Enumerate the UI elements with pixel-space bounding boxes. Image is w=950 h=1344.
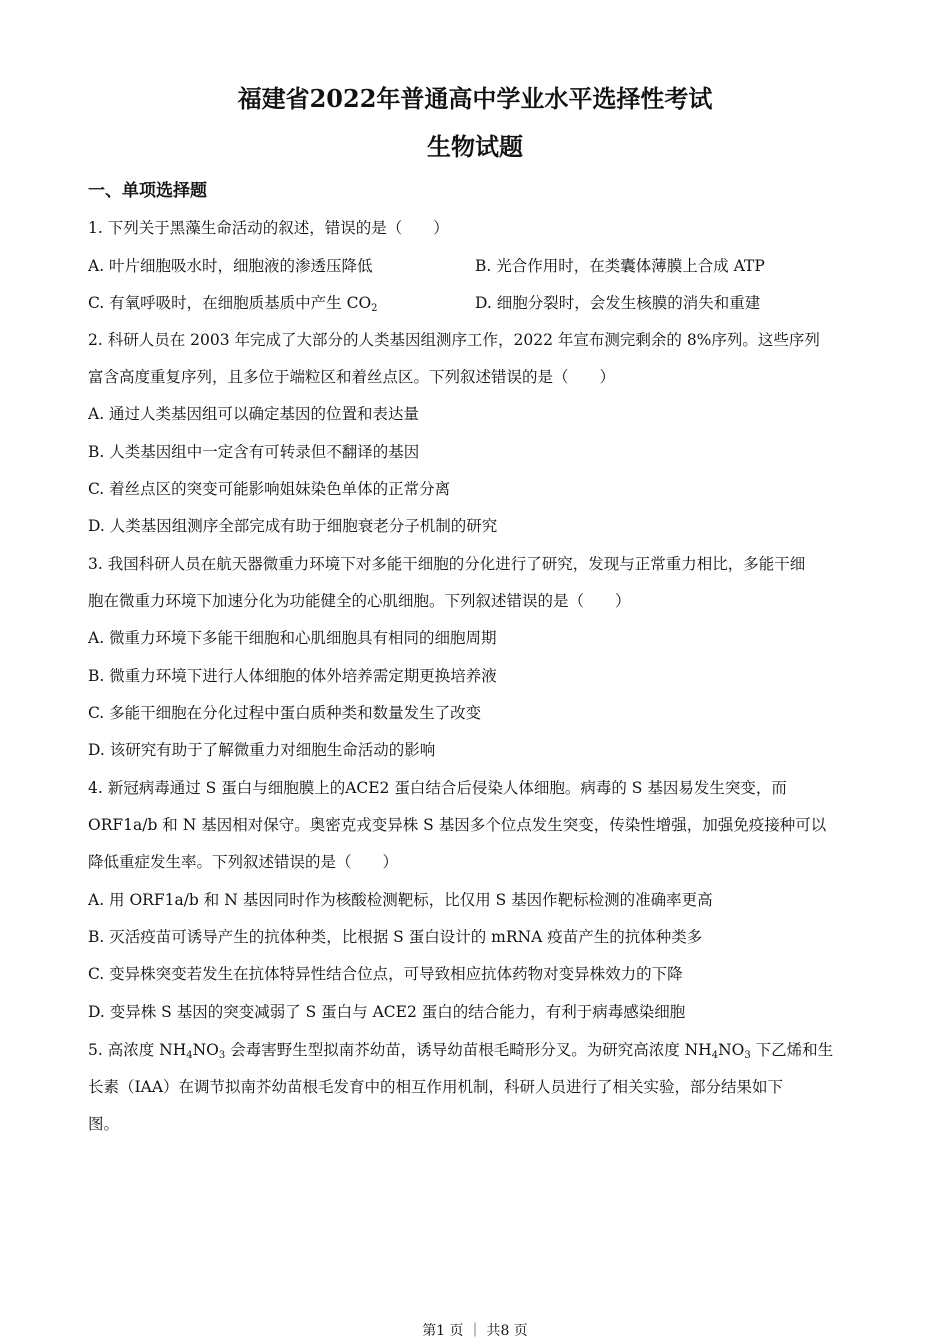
q5-text-4: NO	[718, 1041, 745, 1059]
q5-text-2: NO	[192, 1041, 219, 1059]
q4-option-c: C. 变异株突变若发生在抗体特异性结合位点，可导致相应抗体药物对变异株效力的下降	[88, 965, 683, 983]
q5-sub-1: 4	[186, 1050, 193, 1061]
q5-text-1: 5. 高浓度 NH	[88, 1041, 187, 1059]
q5-text-5: 下乙烯和生	[750, 1041, 834, 1059]
q3-option-b: B. 微重力环境下进行人体细胞的体外培养需定期更换培养液	[88, 667, 497, 685]
q3-option-a: A. 微重力环境下多能干细胞和心肌细胞具有相同的细胞周期	[88, 629, 497, 647]
page-footer: 第1 页 ｜ 共8 页	[422, 1323, 528, 1339]
q3-option-d: D. 该研究有助于了解微重力对细胞生命活动的影响	[88, 741, 436, 759]
q3-stem-line-2: 胞在微重力环境下加速分化为功能健全的心肌细胞。下列叙述错误的是（ ）	[88, 592, 631, 610]
subject-title: 生物试题	[427, 132, 523, 161]
q2-option-a: A. 通过人类基因组可以确定基因的位置和表达量	[88, 405, 420, 423]
q4-option-d: D. 变异株 S 基因的突变减弱了 S 蛋白与 ACE2 蛋白的结合能力，有利于病毒感染细胞	[88, 1003, 686, 1021]
q3-stem-line-1: 3. 我国科研人员在航天器微重力环境下对多能干细胞的分化进行了研究，发现与正常重力相比，多能干细	[88, 555, 806, 573]
q1-option-a: A. 叶片细胞吸水时，细胞液的渗透压降低	[88, 257, 373, 275]
q2-option-d: D. 人类基因组测序全部完成有助于细胞衰老分子机制的研究	[88, 517, 498, 535]
q2-option-b: B. 人类基因组中一定含有可转录但不翻译的基因	[88, 443, 420, 461]
q1-option-d: D. 细胞分裂时，会发生核膜的消失和重建	[475, 294, 761, 312]
q4-stem-line-2: ORF1a/b 和 N 基因相对保守。奥密克戎变异株 S 基因多个位点发生突变，传染性增强，加强免疫接种可以	[88, 816, 827, 834]
q5-sub-3: 4	[711, 1050, 719, 1061]
q1-option-b: B. 光合作用时，在类囊体薄膜上合成 ATP	[475, 257, 765, 275]
q5-stem-line-2: 长素（IAA）在调节拟南芥幼苗根毛发育中的相互作用机制，科研人员进行了相关实验，部分结果如下	[88, 1078, 784, 1096]
q4-option-a: A. 用 ORF1a/b 和 N 基因同时作为核酸检测靶标，比仅用 S 基因作靶标检测的准确率更高	[88, 891, 713, 909]
q3-option-c: C. 多能干细胞在分化过程中蛋白质种类和数量发生了改变	[88, 704, 482, 722]
q5-sub-4: 3	[744, 1050, 751, 1061]
q1-stem: 1. 下列关于黑藻生命活动的叙述，错误的是（ ）	[88, 219, 449, 237]
exam-title: 福建省2022年普通高中学业水平选择性考试	[237, 84, 713, 113]
q5-sub-2: 3	[218, 1050, 226, 1061]
q5-stem-line-1	[88, 1038, 833, 1062]
q2-stem-line-1: 2. 科研人员在 2003 年完成了大部分的人类基因组测序工作，2022 年宣布测完剩余的 8%序列。这些序列	[88, 331, 820, 349]
section-heading: 一、单项选择题	[88, 181, 207, 201]
q4-stem-line-3: 降低重症发生率。下列叙述错误的是（ ）	[88, 853, 399, 871]
q1-option-c-text: C. 有氧呼吸时，在细胞质基质中产生 CO	[88, 294, 372, 312]
q1-option-c-subscript: 2	[371, 303, 378, 314]
q5-stem-line-3: 图。	[88, 1115, 120, 1133]
q4-option-b: B. 灭活疫苗可诱导产生的抗体种类，比根据 S 蛋白设计的 mRNA 疫苗产生的抗体种类多	[88, 928, 703, 946]
q2-option-c: C. 着丝点区的突变可能影响姐妹染色单体的正常分离	[88, 480, 451, 498]
q1-option-c	[88, 291, 378, 315]
q2-stem-line-2: 富含高度重复序列，且多位于端粒区和着丝点区。下列叙述错误的是（ ）	[88, 368, 616, 386]
q5-text-3: 会毒害野生型拟南芥幼苗，诱导幼苗根毛畸形分叉。为研究高浓度 NH	[225, 1041, 712, 1059]
q4-stem-line-1: 4. 新冠病毒通过 S 蛋白与细胞膜上的ACE2 蛋白结合后侵染人体细胞。病毒的 S 基因易发生突变，而	[88, 779, 787, 797]
